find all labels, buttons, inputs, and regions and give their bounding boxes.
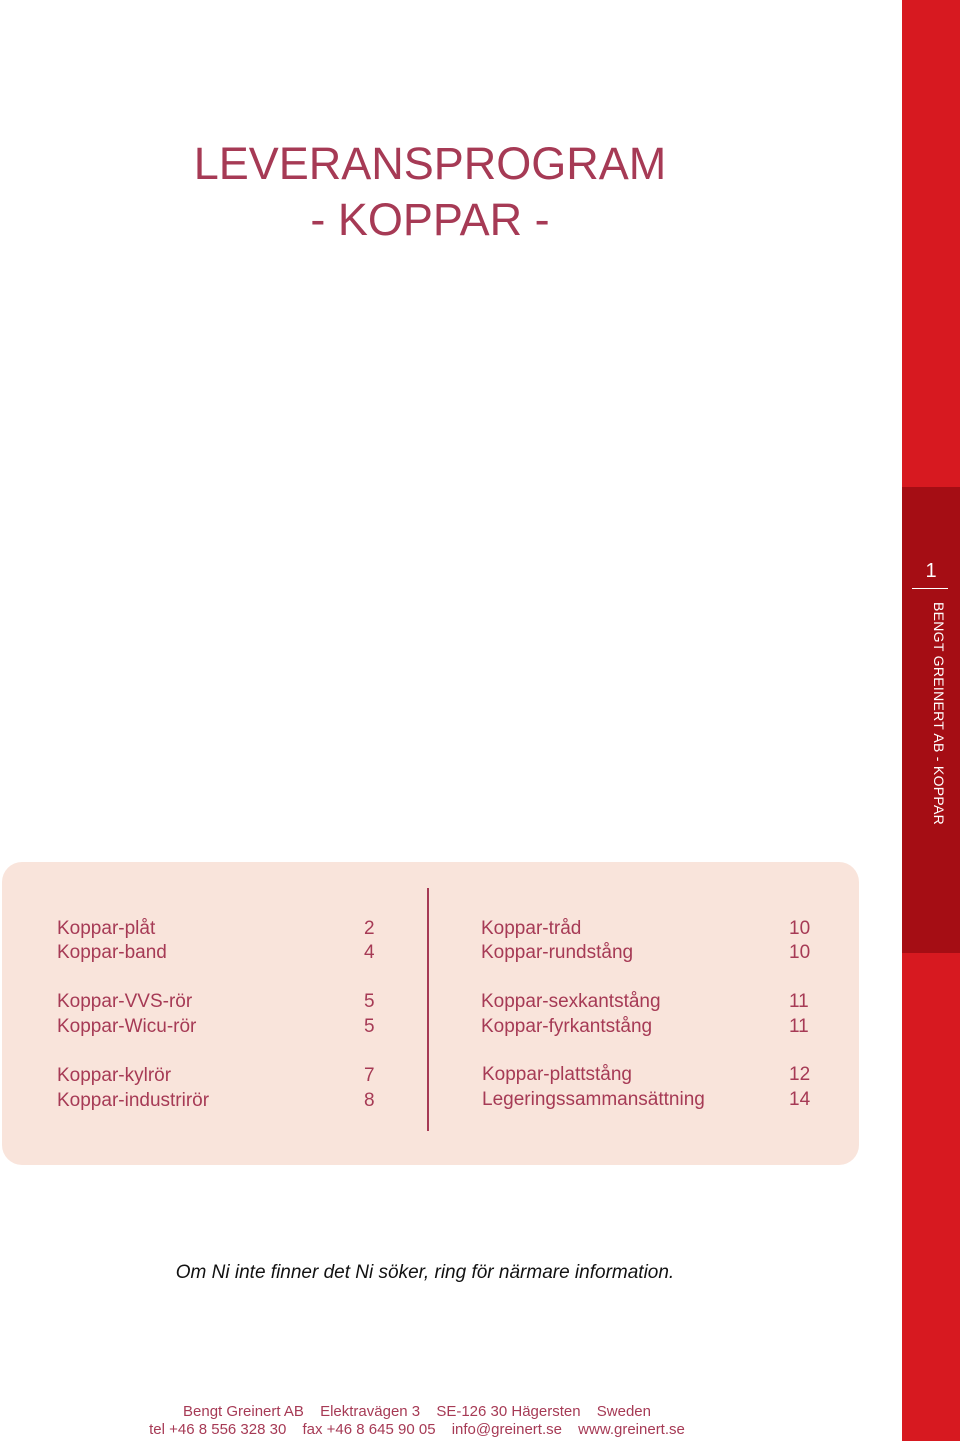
- footer-fax: fax +46 8 645 90 05: [302, 1421, 436, 1438]
- toc-item[interactable]: [57, 1088, 379, 1113]
- toc-item-page: 10: [789, 918, 811, 939]
- contents-divider: [427, 888, 429, 1131]
- toc-item-page: 12: [789, 1064, 811, 1085]
- toc-item-label: Koppar-tråd: [481, 918, 582, 939]
- footer-web-link[interactable]: www.greinert.se: [578, 1421, 685, 1438]
- toc-item-label: Legeringssammansättning: [482, 1089, 705, 1110]
- page-title: [0, 136, 860, 248]
- toc-item-label: Koppar-sexkantstång: [481, 991, 661, 1012]
- contact-note: Om Ni inte finner det Ni söker, ring för närmare information.: [175, 1262, 675, 1283]
- side-label: BENGT GREINERT AB - KOPPAR: [931, 602, 947, 826]
- toc-item-page: 11: [789, 991, 809, 1012]
- page-number-rule: [912, 588, 948, 589]
- toc-item-page: 10: [789, 942, 811, 963]
- toc-item-label: Koppar-industrirör: [57, 1090, 210, 1111]
- toc-item[interactable]: [57, 916, 379, 941]
- toc-item-label: Koppar-rundstång: [481, 942, 634, 963]
- footer-company: Bengt Greinert AB: [183, 1403, 304, 1420]
- toc-item[interactable]: [481, 989, 813, 1014]
- toc-item[interactable]: [57, 1014, 379, 1039]
- footer-contact: [0, 1421, 834, 1439]
- toc-item-page: 14: [789, 1089, 811, 1110]
- toc-item[interactable]: [482, 1062, 814, 1087]
- toc-item[interactable]: [481, 1014, 813, 1039]
- footer-postal: SE-126 30 Hägersten: [436, 1403, 581, 1420]
- toc-item-label: Koppar-fyrkantstång: [481, 1016, 653, 1037]
- toc-item[interactable]: [482, 1087, 814, 1112]
- footer-street: Elektravägen 3: [320, 1403, 421, 1420]
- footer-country: Sweden: [596, 1403, 651, 1420]
- toc-item[interactable]: [481, 940, 813, 965]
- toc-item-label: Koppar-band: [57, 942, 167, 963]
- toc-item[interactable]: [481, 916, 813, 941]
- footer-email-link[interactable]: info@greinert.se: [451, 1421, 562, 1438]
- toc-item-page: 7: [364, 1065, 375, 1086]
- toc-item-page: 2: [364, 918, 375, 939]
- toc-item[interactable]: [57, 940, 379, 965]
- toc-item-label: Koppar-plåt: [57, 918, 156, 939]
- toc-item-page: 5: [364, 991, 375, 1012]
- toc-item-page: 8: [364, 1090, 375, 1111]
- page-title-line-1: LEVERANSPROGRAM: [193, 138, 667, 189]
- footer-tel: tel +46 8 556 328 30: [149, 1421, 287, 1438]
- footer-address: [0, 1403, 834, 1421]
- toc-item-label: Koppar-VVS-rör: [57, 991, 193, 1012]
- toc-item-label: Koppar-Wicu-rör: [57, 1016, 197, 1037]
- toc-item-label: Koppar-kylrör: [57, 1065, 172, 1086]
- page-number: 1: [925, 560, 937, 582]
- toc-item-page: 4: [364, 942, 375, 963]
- toc-item-label: Koppar-plattstång: [482, 1064, 632, 1085]
- toc-item[interactable]: [57, 989, 379, 1014]
- toc-item[interactable]: [57, 1063, 379, 1088]
- page-title-line-2: - KOPPAR -: [310, 194, 550, 245]
- toc-item-page: 11: [789, 1016, 809, 1037]
- toc-item-page: 5: [364, 1016, 375, 1037]
